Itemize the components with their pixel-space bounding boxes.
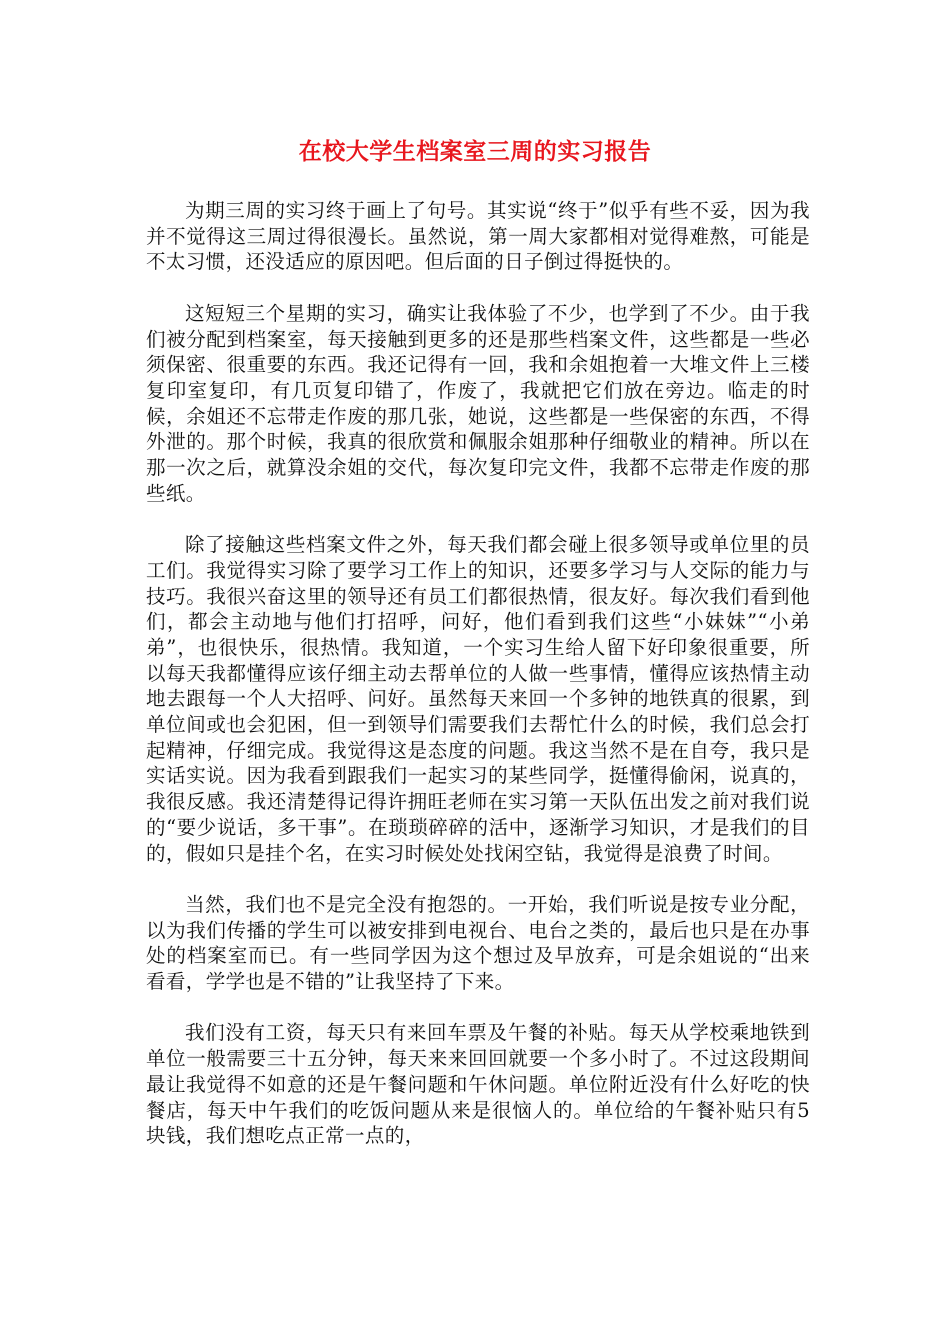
paragraph: 当然，我们也不是完全没有抱怨的。一开始，我们听说是按专业分配，以为我们传播的学生可以被安排到电视台、电台之类的，最后也只是在办事处的档案室而已。有一些同学因为这个想过及早放弃，可是余姐说的“出来看看，学学也是不错的”让我坚持了下来。 — [146, 892, 810, 994]
document-body — [146, 198, 810, 1175]
paragraph: 我们没有工资，每天只有来回车票及午餐的补贴。每天从学校乘地铁到单位一般需要三十五分钟，每天来来回回就要一个多小时了。不过这段期间最让我觉得不如意的还是午餐问题和午休问题。单位附近没有什么好吃的快餐店，每天中午我们的吃饭问题从来是很恼人的。单位给的午餐补贴只有5块钱，我们想吃点正常一点的， — [146, 1021, 810, 1148]
paragraph: 除了接触这些档案文件之外，每天我们都会碰上很多领导或单位里的员工们。我觉得实习除了要学习工作上的知识，还要多学习与人交际的能力与技巧。我很兴奋这里的领导还有员工们都很热情，很友好。每次我们看到他们，都会主动地与他们打招呼，问好，他们看到我们这些“小妹妹”“小弟弟”，也很快乐，很热情。我知道，一个实习生给人留下好印象很重要，所以每天我都懂得应该仔细主动去帮单位的人做一些事情，懂得应该热情主动地去跟每一个人大招呼、问好。虽然每天来回一个多钟的地铁真的很累，到单位间或也会犯困，但一到领导们需要我们去帮忙什么的时候，我们总会打起精神，仔细完成。我觉得这是态度的问题。我这当然不是在自夸，我只是实话实说。因为我看到跟我们一起实习的某些同学，挺懂得偷闲，说真的，我很反感。我还清楚得记得许拥旺老师在实习第一天队伍出发之前对我们说的“要少说话，多干事”。在琐琐碎碎的活中，逐渐学习知识，才是我们的目的，假如只是挂个名，在实习时候处处找闲空钻，我觉得是浪费了时间。 — [146, 533, 810, 865]
paragraph: 为期三周的实习终于画上了句号。其实说“终于”似乎有些不妥，因为我并不觉得这三周过得很漫长。虽然说，第一周大家都相对觉得难熬，可能是不太习惯，还没适应的原因吧。但后面的日子倒过得挺快的。 — [146, 199, 810, 274]
document-title: 在校大学生档案室三周的实习报告 — [298, 139, 652, 165]
paragraph: 这短短三个星期的实习，确实让我体验了不少，也学到了不少。由于我们被分配到档案室，每天接触到更多的还是那些档案文件，这些都是一些必须保密、很重要的东西。我还记得有一回，我和余姐抱着一大堆文件上三楼复印室复印，有几页复印错了，作废了，我就把它们放在旁边。临走的时候，余姐还不忘带走作废的那几张，她说，这些都是一些保密的东西，不得外泄的。那个时候，我真的很欣赏和佩服余姐那种仔细敬业的精神。所以在那一次之后，就算没余姐的交代，每次复印完文件，我都不忘带走作废的那些纸。 — [146, 301, 810, 505]
